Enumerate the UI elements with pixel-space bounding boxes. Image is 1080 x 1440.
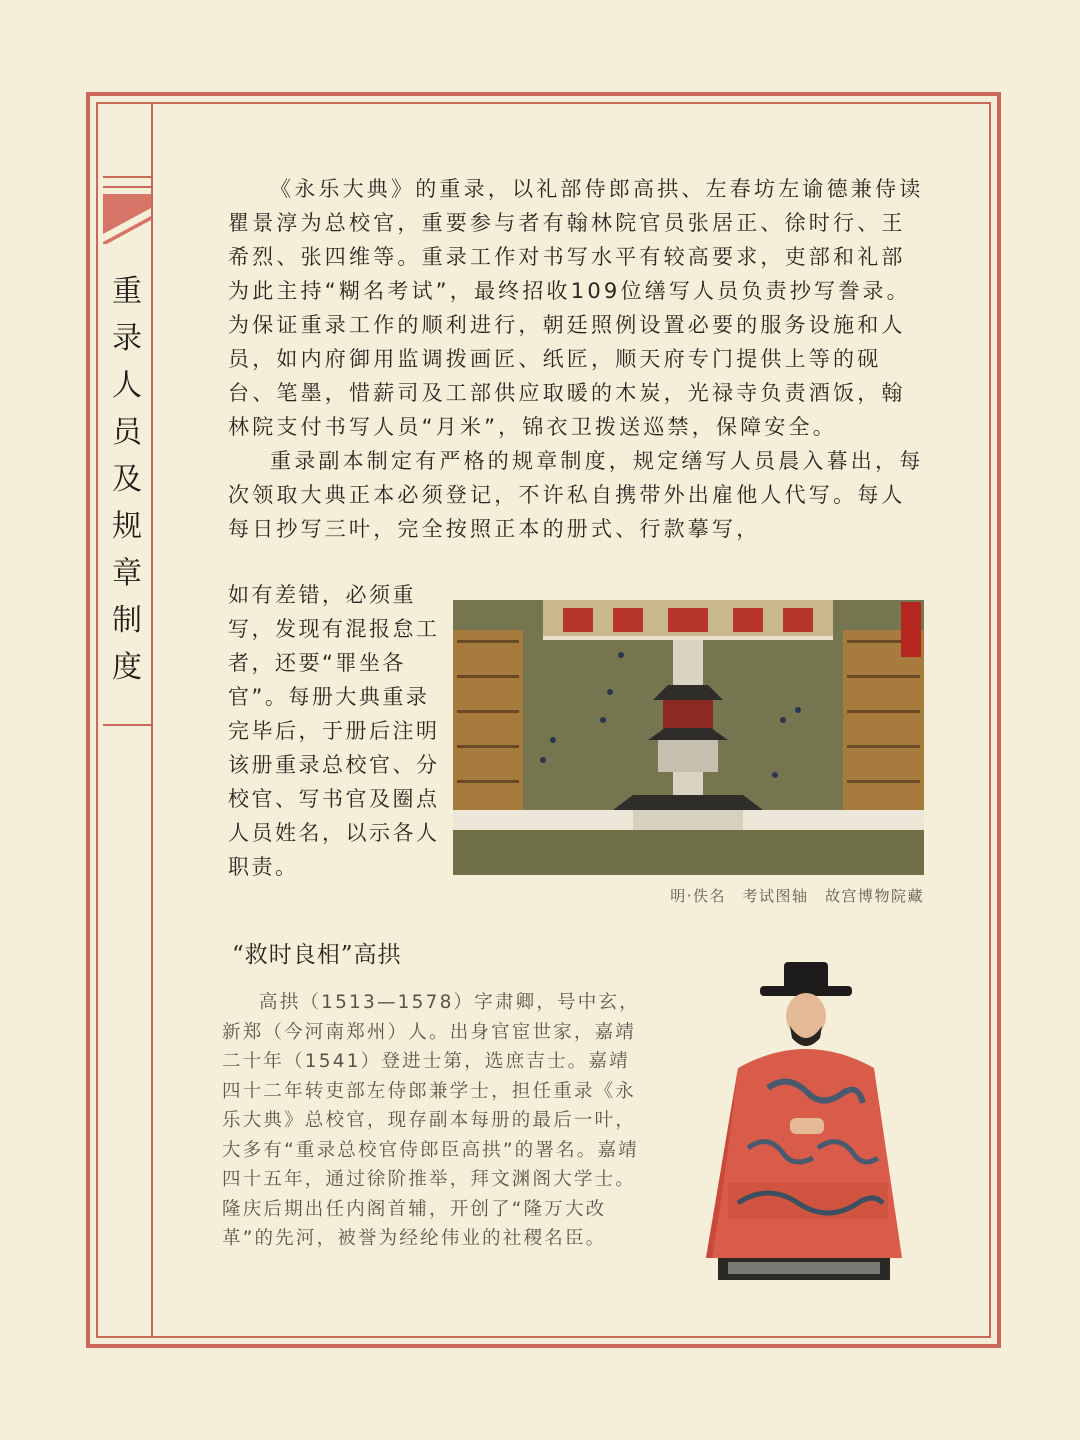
paragraph-2-wrap: 如有差错，必须重写，发现有混报怠工者，还要“罪坐各官”。每册大典重录完毕后，于册后注明该册重录总校官、分校官、写书官及圈点人员姓名，以示各人职责。	[228, 583, 440, 879]
side-ribbon-ornament	[103, 190, 151, 244]
biography-paragraph: 高拱（1513—1578）字肃卿，号中玄，新郑（今河南郑州）人。出身官宦世家，嘉靖二十年（1541）登进士第，选庶吉士。嘉靖四十二年转吏部左侍郎兼学士，担任重录《永乐大典》总校官，现存副本每册的最后一叶，大多有“重录总校官侍郎臣高拱”的署名。嘉靖四十五年，通过徐阶推举，拜文渊阁大学士。隆庆后期出任内阁首辅，开创了“隆万大改革”的先河，被誉为经纶伟业的社稷名臣。	[222, 992, 640, 1249]
side-title-char: 制	[112, 603, 142, 638]
paragraph-1: 《永乐大典》的重录，以礼部侍郎高拱、左春坊左谕德兼侍读瞿景淳为总校官，重要参与者有翰林院官员张居正、徐时行、王希烈、张四维等。重录工作对书写水平有较高要求，吏部和礼部为此主持“糊名考试”，最终招收109位缮写人员负责抄写誊录。为保证重录工作的顺利进行，朝廷照例设置必要的服务设施和人员，如内府御用监调拨画匠、纸匠，顺天府专门提供上等的砚台、笔墨，惜薪司及工部供应取暖的木炭，光禄寺负责酒饭，翰林院支付书写人员“月米”，锦衣卫拨送巡禁，保障安全。	[228, 177, 924, 439]
section-title: “救时良相”高拱	[232, 942, 402, 968]
side-title-char: 重	[112, 274, 142, 309]
side-band-line-2	[103, 186, 151, 188]
side-title-char: 规	[112, 509, 142, 544]
paragraph-2: 重录副本制定有严格的规章制度，规定缮写人员晨入暮出，每次领取大典正本必须登记，不许私自携带外出雇他人代写。每人每日抄写三叶，完全按照正本的册式、行款摹写，	[228, 449, 924, 541]
gao-gong-portrait	[698, 958, 910, 1284]
side-title-char: 及	[112, 462, 142, 497]
biography-text	[222, 988, 647, 1254]
side-title	[106, 268, 148, 691]
side-bottom-line	[103, 724, 151, 726]
side-title-char: 员	[112, 415, 142, 450]
side-band-line	[103, 176, 151, 178]
side-title-char: 度	[112, 650, 142, 685]
exam-scroll-painting	[453, 600, 924, 875]
side-title-char: 录	[112, 321, 142, 356]
side-column-divider	[151, 102, 153, 1338]
side-title-char: 章	[112, 556, 142, 591]
side-title-char: 人	[112, 368, 142, 403]
painting-caption: 明·佚名 考试图轴 故宫博物院藏	[670, 887, 924, 905]
main-body-text	[228, 172, 928, 546]
